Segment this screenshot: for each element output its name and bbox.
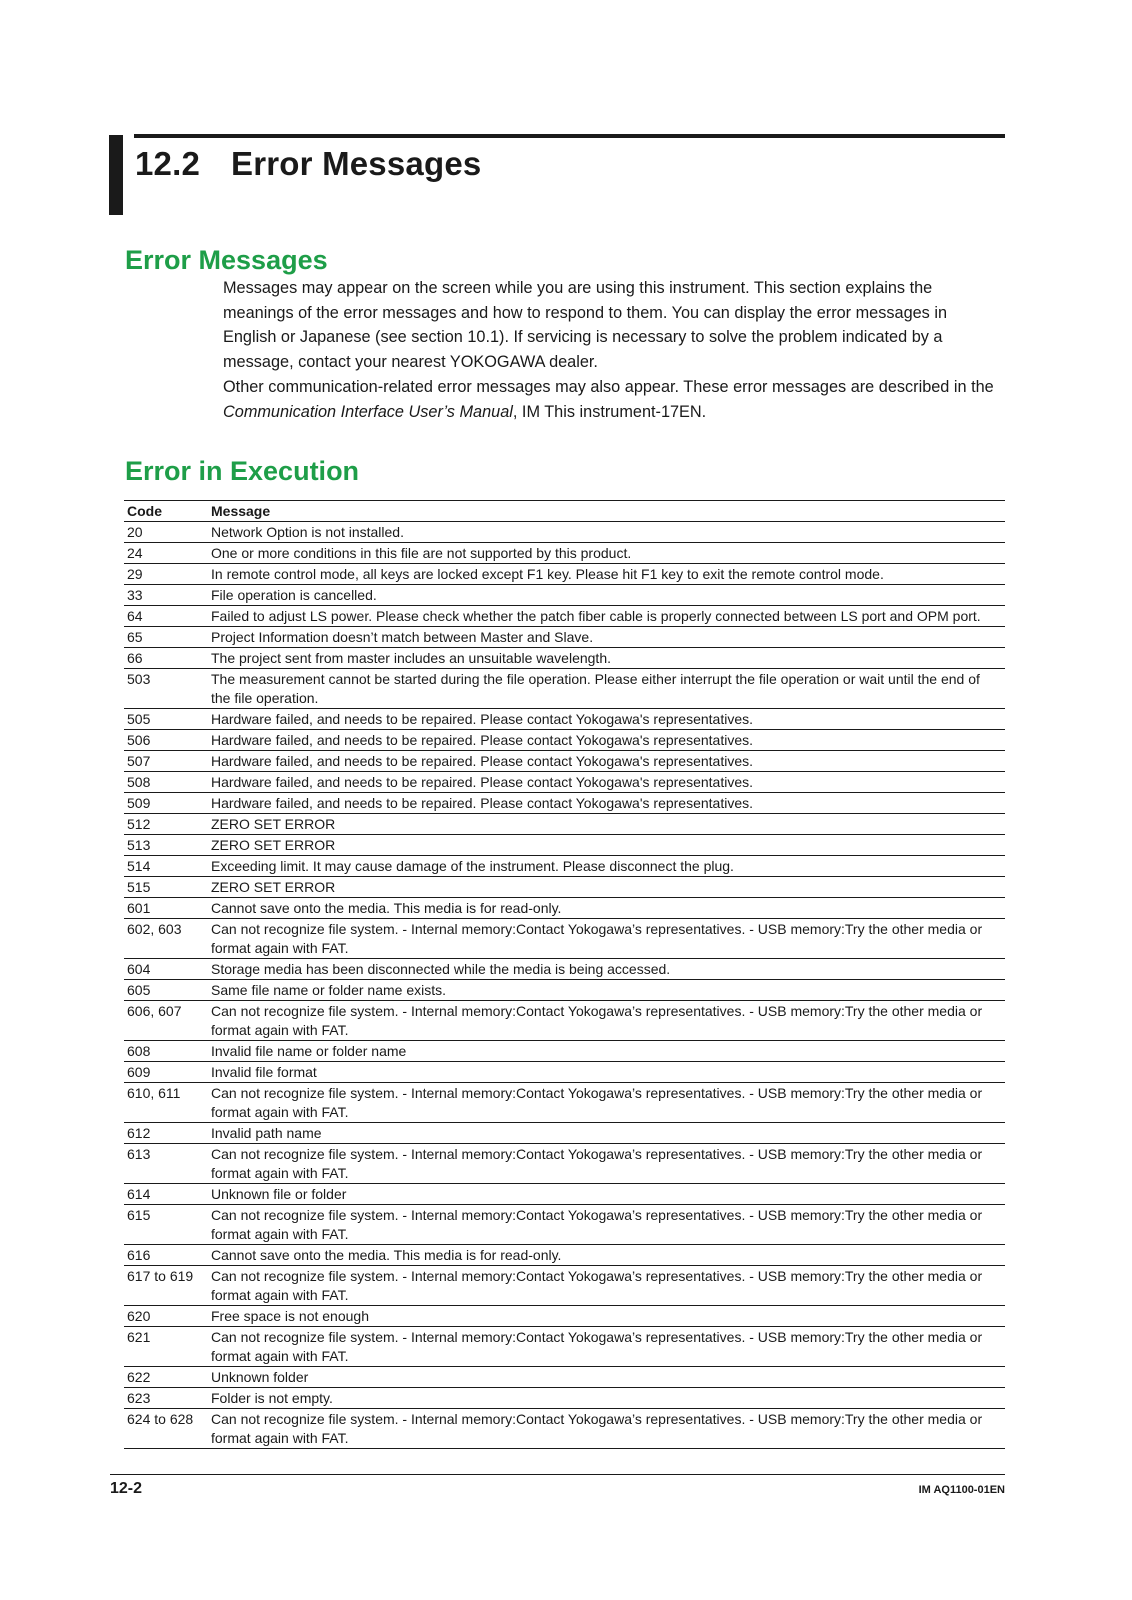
cell-code: 29	[124, 564, 208, 585]
table-row	[124, 1144, 1005, 1184]
table-row	[124, 1083, 1005, 1123]
cell-code: 24	[124, 543, 208, 564]
table-row	[124, 627, 1005, 648]
cell-message: Hardware failed, and needs to be repaired. Please contact Yokogawa's representatives.	[208, 772, 1005, 793]
table-row	[124, 1001, 1005, 1041]
cell-message: In remote control mode, all keys are locked except F1 key. Please hit F1 key to exit the remote control mode.	[208, 564, 1005, 585]
cell-message: File operation is cancelled.	[208, 585, 1005, 606]
error-table	[124, 500, 1005, 1449]
cell-code: 506	[124, 730, 208, 751]
table-row	[124, 1388, 1005, 1409]
table-row	[124, 793, 1005, 814]
table-row	[124, 751, 1005, 772]
table-row	[124, 1062, 1005, 1083]
document-code: IM AQ1100-01EN	[918, 1484, 1005, 1496]
cell-message: One or more conditions in this file are not supported by this product.	[208, 543, 1005, 564]
cell-message: Storage media has been disconnected while the media is being accessed.	[208, 959, 1005, 980]
cell-code: 616	[124, 1245, 208, 1266]
table-row	[124, 1245, 1005, 1266]
cell-code: 66	[124, 648, 208, 669]
cell-code: 612	[124, 1123, 208, 1144]
cell-code: 515	[124, 877, 208, 898]
table-row	[124, 1205, 1005, 1245]
chapter-title-text: Error Messages	[231, 145, 482, 182]
para2-end: , IM This instrument-17EN.	[512, 402, 707, 421]
cell-message: Hardware failed, and needs to be repaired. Please contact Yokogawa's representatives.	[208, 709, 1005, 730]
table-header-row	[124, 501, 1005, 522]
cell-message: Cannot save onto the media. This media is for read-only.	[208, 1245, 1005, 1266]
cell-message: Unknown file or folder	[208, 1184, 1005, 1205]
intro-paragraph-1: Messages may appear on the screen while you are using this instrument. This section explains the meanings of the error messages and how to respond to them. You can display the error messages in English or Japanese (see section 10.1). If servicing is necessary to solve the problem indicated by a message, contact your nearest YOKOGAWA dealer.	[223, 279, 948, 372]
cell-code: 604	[124, 959, 208, 980]
cell-message: Can not recognize file system. - Internal memory:Contact Yokogawa’s representatives. - USB memory:Try the other media or format again with FAT.	[208, 1205, 1005, 1245]
table-row	[124, 980, 1005, 1001]
intro-paragraph-2	[223, 375, 1003, 424]
cell-message: Invalid file format	[208, 1062, 1005, 1083]
cell-message: Same file name or folder name exists.	[208, 980, 1005, 1001]
cell-code: 622	[124, 1367, 208, 1388]
table-row	[124, 606, 1005, 627]
footer-rule	[110, 1474, 1005, 1475]
cell-message: Can not recognize file system. - Internal memory:Contact Yokogawa’s representatives. - USB memory:Try the other media or format again with FAT.	[208, 1327, 1005, 1367]
table-row	[124, 543, 1005, 564]
cell-message: Invalid path name	[208, 1123, 1005, 1144]
cell-message: The project sent from master includes an unsuitable wavelength.	[208, 648, 1005, 669]
table-row	[124, 856, 1005, 877]
table-row	[124, 709, 1005, 730]
cell-code: 608	[124, 1041, 208, 1062]
cell-code: 621	[124, 1327, 208, 1367]
cell-message: Hardware failed, and needs to be repaired. Please contact Yokogawa's representatives.	[208, 793, 1005, 814]
table-row	[124, 564, 1005, 585]
table-row	[124, 1409, 1005, 1449]
cell-code: 623	[124, 1388, 208, 1409]
cell-code: 512	[124, 814, 208, 835]
cell-code: 20	[124, 522, 208, 543]
cell-code: 624 to 628	[124, 1409, 208, 1449]
cell-message: Failed to adjust LS power. Please check whether the patch fiber cable is properly connected between LS port and OPM port.	[208, 606, 1005, 627]
cell-code: 505	[124, 709, 208, 730]
cell-message: Invalid file name or folder name	[208, 1041, 1005, 1062]
chapter-number: 12.2	[135, 145, 201, 182]
cell-message: Can not recognize file system. - Internal memory:Contact Yokogawa’s representatives. - USB memory:Try the other media or format again with FAT.	[208, 1144, 1005, 1184]
table-row	[124, 898, 1005, 919]
cell-message: ZERO SET ERROR	[208, 877, 1005, 898]
manual-title: Communication Interface User’s Manual	[223, 402, 513, 421]
cell-code: 508	[124, 772, 208, 793]
cell-message: Unknown folder	[208, 1367, 1005, 1388]
table-row	[124, 877, 1005, 898]
cell-code: 613	[124, 1144, 208, 1184]
cell-code: 620	[124, 1306, 208, 1327]
table-row	[124, 730, 1005, 751]
table-row	[124, 669, 1005, 709]
table-row	[124, 522, 1005, 543]
cell-code: 615	[124, 1205, 208, 1245]
cell-code: 602, 603	[124, 919, 208, 959]
cell-code: 601	[124, 898, 208, 919]
cell-message: Can not recognize file system. - Internal memory:Contact Yokogawa’s representatives. - USB memory:Try the other media or format again with FAT.	[208, 1001, 1005, 1041]
chapter-title	[135, 145, 481, 183]
table-row	[124, 1327, 1005, 1367]
table-row	[124, 1041, 1005, 1062]
cell-code: 513	[124, 835, 208, 856]
cell-message: ZERO SET ERROR	[208, 835, 1005, 856]
cell-code: 33	[124, 585, 208, 606]
cell-message: Can not recognize file system. - Internal memory:Contact Yokogawa’s representatives. - USB memory:Try the other media or format again with FAT.	[208, 1409, 1005, 1449]
cell-message: Exceeding limit. It may cause damage of the instrument. Please disconnect the plug.	[208, 856, 1005, 877]
cell-code: 610, 611	[124, 1083, 208, 1123]
error-table-body	[124, 522, 1005, 1449]
cell-code: 503	[124, 669, 208, 709]
table-row	[124, 919, 1005, 959]
table-row	[124, 648, 1005, 669]
cell-message: The measurement cannot be started during the file operation. Please either interrupt the file operation or wait until the end of the file operation.	[208, 669, 1005, 709]
table-row	[124, 814, 1005, 835]
table-row	[124, 1123, 1005, 1144]
cell-code: 65	[124, 627, 208, 648]
cell-message: Free space is not enough	[208, 1306, 1005, 1327]
cell-message: Project Information doesn’t match between Master and Slave.	[208, 627, 1005, 648]
cell-code: 614	[124, 1184, 208, 1205]
cell-message: Hardware failed, and needs to be repaired. Please contact Yokogawa's representatives.	[208, 730, 1005, 751]
cell-code: 509	[124, 793, 208, 814]
cell-code: 605	[124, 980, 208, 1001]
cell-code: 64	[124, 606, 208, 627]
table-row	[124, 1367, 1005, 1388]
table-row	[124, 772, 1005, 793]
table-row	[124, 1266, 1005, 1306]
cell-code: 507	[124, 751, 208, 772]
cell-message: Can not recognize file system. - Internal memory:Contact Yokogawa’s representatives. - USB memory:Try the other media or format again with FAT.	[208, 1083, 1005, 1123]
header-message: Message	[208, 501, 1005, 522]
cell-message: ZERO SET ERROR	[208, 814, 1005, 835]
cell-message: Network Option is not installed.	[208, 522, 1005, 543]
table-row	[124, 1306, 1005, 1327]
cell-message: Cannot save onto the media. This media is for read-only.	[208, 898, 1005, 919]
table-row	[124, 1184, 1005, 1205]
cell-code: 606, 607	[124, 1001, 208, 1041]
cell-message: Can not recognize file system. - Internal memory:Contact Yokogawa’s representatives. - USB memory:Try the other media or format again with FAT.	[208, 1266, 1005, 1306]
cell-code: 617 to 619	[124, 1266, 208, 1306]
intro-text	[223, 276, 1003, 424]
section-heading-error-messages: Error Messages	[125, 245, 328, 275]
table-row	[124, 835, 1005, 856]
table-row	[124, 585, 1005, 606]
chapter-bar	[109, 135, 123, 215]
cell-code: 609	[124, 1062, 208, 1083]
header-code: Code	[124, 501, 208, 522]
page-number: 12-2	[110, 1480, 143, 1497]
table-row	[124, 959, 1005, 980]
cell-code: 514	[124, 856, 208, 877]
cell-message: Hardware failed, and needs to be repaired. Please contact Yokogawa's representatives.	[208, 751, 1005, 772]
cell-message: Folder is not empty.	[208, 1388, 1005, 1409]
section-heading-error-in-execution: Error in Execution	[125, 456, 360, 486]
para2-start: Other communication-related error messages may also appear. These error messages are described in the	[223, 377, 994, 396]
chapter-rule	[134, 134, 1005, 138]
cell-message: Can not recognize file system. - Internal memory:Contact Yokogawa’s representatives. - USB memory:Try the other media or format again with FAT.	[208, 919, 1005, 959]
